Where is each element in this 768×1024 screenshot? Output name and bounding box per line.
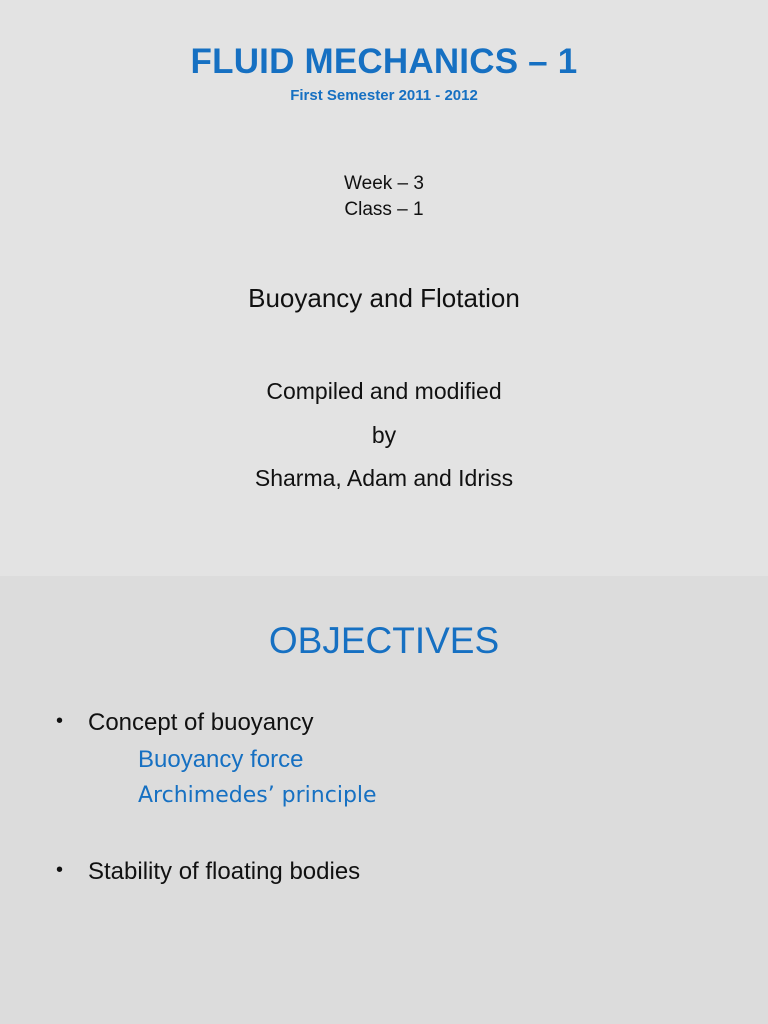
topic-title: Buoyancy and Flotation xyxy=(248,283,520,313)
bullet-item xyxy=(56,858,360,886)
sub-item: Buoyancy force xyxy=(138,746,304,773)
bullet-item xyxy=(56,709,313,737)
bullet-text: Concept of buoyancy xyxy=(88,709,314,736)
credits-line: by xyxy=(371,422,397,448)
sub-item: Archimedes’ principle xyxy=(138,783,377,808)
objectives-slide xyxy=(0,576,768,1024)
class-label: Class – 1 xyxy=(344,199,424,220)
credits-line: Compiled and modified xyxy=(266,378,502,404)
bullet-icon: • xyxy=(56,859,64,881)
credits-line: Sharma, Adam and Idriss xyxy=(254,465,514,491)
course-title: FLUID MECHANICS – 1 xyxy=(190,42,578,81)
bullet-text: Stability of floating bodies xyxy=(88,858,361,885)
week-label: Week – 3 xyxy=(344,173,424,194)
objectives-title: OBJECTIVES xyxy=(268,620,500,661)
semester-subtitle: First Semester 2011 - 2012 xyxy=(290,87,478,104)
bullet-icon: • xyxy=(56,710,64,732)
